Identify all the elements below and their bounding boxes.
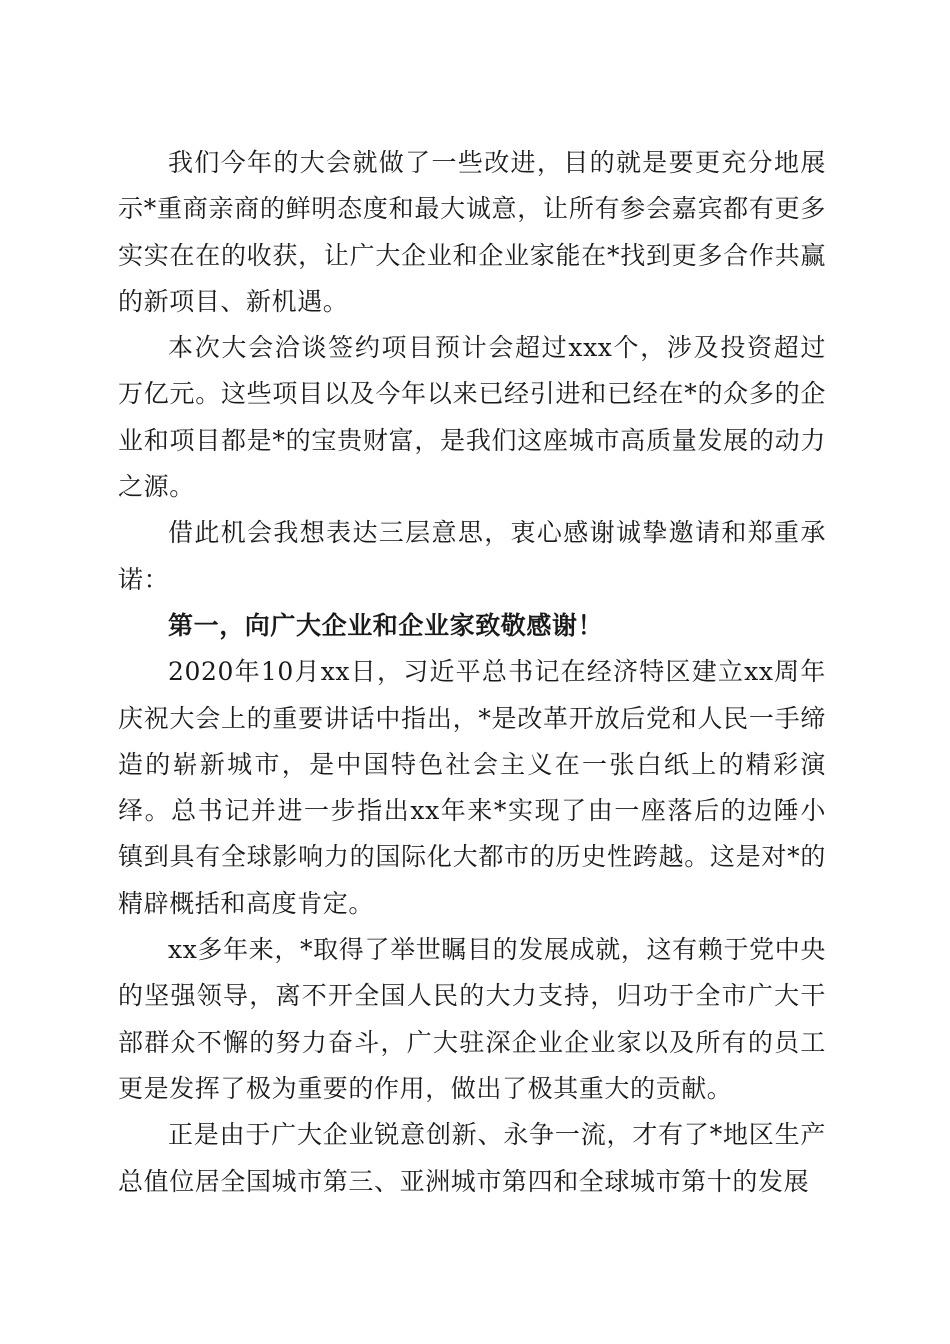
paragraph-three-points: 借此机会我想表达三层意思，衷心感谢诚挚邀请和郑重承诺： [118,518,826,594]
paragraph-achievements: xx多年来，*取得了举世瞩目的发展成就，这有赖于党中央的坚强领导，离不开全国人民的大力支持，归功于全市广大干部群众不懈的努力奋斗，广大驻深企业企业家以及所有的员工更是发挥了极为重要的作用，做出了极其重大的贡献。 [118,935,826,1103]
section-heading-first: 第一，向广大企业和企业家致敬感谢！ [168,610,604,640]
paragraph-improvements: 我们今年的大会就做了一些改进，目的就是要更充分地展示*重商亲商的鲜明态度和最大诚意，让所有参会嘉宾都有更多实实在在的收获，让广大企业和企业家能在*找到更多合作共赢的新项目、新机遇。 [118,148,826,316]
paragraph-speech-quote: 2020年10月xx日，习近平总书记在经济特区建立xx周年庆祝大会上的重要讲话中指出，*是改革开放后党和人民一手缔造的崭新城市，是中国特色社会主义在一张白纸上的精彩演绎。总书记并进一步指出xx年来*实现了由一座落后的边陲小镇到具有全球影响力的国际化大都市的历史性跨越。这是对*的精辟概括和高度肯定。 [118,657,826,918]
paragraph-gdp-ranking: 正是由于广大企业锐意创新、永争一流，才有了*地区生产总值位居全国城市第三、亚洲城市第四和全球城市第十的发展 [118,1120,826,1196]
paragraph-signed-projects: 本次大会洽谈签约项目预计会超过xxx个，涉及投资超过万亿元。这些项目以及今年以来已经引进和已经在*的众多的企业和项目都是*的宝贵财富，是我们这座城市高质量发展的动力之源。 [118,333,826,502]
document-body [118,140,826,1205]
